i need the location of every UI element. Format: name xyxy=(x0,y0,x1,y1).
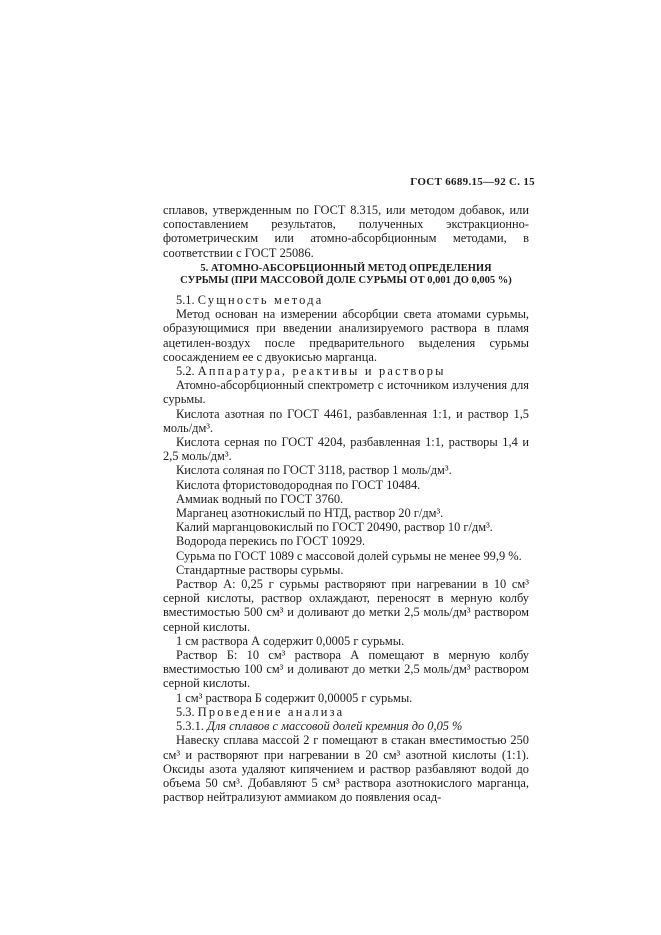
s531-text: Навеску сплава массой 2 г помещают в стакан вместимостью 250 см³ и растворяют при нагревании в 20 см³ азотной кислоты (1:1). Оксиды азота удаляют кипячением и раствор разбавляют водой до объема 50 см³. Добавляют 5 см³ раствора азотнокислого марганца, раствор нейтрализуют аммиаком до появления осад- xyxy=(163,733,529,805)
section-5-title xyxy=(163,263,529,287)
s51-number: 5.1. xyxy=(176,293,195,307)
intro-paragraph-block xyxy=(163,203,529,260)
list-item: Сурьма по ГОСТ 1089 с массовой долей сурьмы не менее 99,9 %. xyxy=(176,548,522,563)
list-item: Марганец азотнокислый по НТД, раствор 20 г/дм³. xyxy=(176,506,444,521)
s51-heading xyxy=(163,293,529,307)
list-item: 1 см раствора А содержит 0,0005 г сурьмы. xyxy=(176,633,405,648)
list-item: Водорода перекись по ГОСТ 10929. xyxy=(176,534,366,549)
list-item: Аммиак водный по ГОСТ 3760. xyxy=(176,491,344,506)
s53-heading-text: Проведение анализа xyxy=(197,704,345,719)
s51-heading-text: Сущность метода xyxy=(197,293,324,307)
list-item: Стандартные растворы сурьмы. xyxy=(176,562,344,577)
s52-heading xyxy=(163,364,529,378)
s52-heading-text: Аппаратура, реактивы и растворы xyxy=(197,364,446,379)
page-header: ГОСТ 6689.15—92 С. 15 xyxy=(410,176,535,188)
s53-heading xyxy=(163,705,529,719)
s531-heading xyxy=(163,719,529,733)
section-5-title-line2: СУРЬМЫ (ПРИ МАССОВОЙ ДОЛЕ СУРЬМЫ ОТ 0,001 ДО 0,005 %) xyxy=(180,275,512,286)
list-item: Калий марганцовокислый по ГОСТ 20490, раствор 10 г/дм³. xyxy=(176,520,493,535)
s53-number: 5.3. xyxy=(176,704,195,719)
s531-heading-text: Для сплавов с массовой долей кремния до 0,05 % xyxy=(207,719,463,734)
list-item: Раствор Б: 10 см³ раствора А помещают в мерную колбу вместимостью 100 см³ и доливают до метки 2,5 моль/дм³ раствором серной кислоты. xyxy=(163,648,529,691)
main-text xyxy=(163,293,529,804)
s52-number: 5.2. xyxy=(176,364,195,379)
list-item: 1 см³ раствора Б содержит 0,00005 г сурьмы. xyxy=(176,690,413,705)
list-item: Раствор А: 0,25 г сурьмы растворяют при нагревании в 10 см³ серной кислоты, раствор охлаждают, переносят в мерную колбу вместимостью 500 см³ и доливают до метки 2,5 моль/дм³ раствором серной кислоты. xyxy=(163,577,529,634)
section-5-title-line1: 5. АТОМНО-АБСОРБЦИОННЫЙ МЕТОД ОПРЕДЕЛЕНИЯ xyxy=(200,263,492,274)
list-item: Кислота соляная по ГОСТ 3118, раствор 1 моль/дм³. xyxy=(176,463,452,478)
list-item: Кислота серная по ГОСТ 4204, разбавленная 1:1, растворы 1,4 и 2,5 моль/дм³. xyxy=(163,435,529,464)
intro-paragraph: сплавов, утвержденным по ГОСТ 8.315, или методом добавок, или сопоставлением результатов, полученных экстракционно-фотометрическим или атомно-абсорбционным методами, в соответствии с ГОСТ 25086. xyxy=(163,203,529,260)
s51-text: Метод основан на измерении абсорбции света атомами сурьмы, образующимися при введении анализируемого раствора в пламя ацетилен-воздух после предварительного выделения сурьмы соосаждением ее с двуокисью марганца. xyxy=(163,307,529,364)
list-item: Атомно-абсорбционный спектрометр с источником излучения для сурьмы. xyxy=(163,378,529,407)
list-item: Кислота азотная по ГОСТ 4461, разбавленная 1:1, и раствор 1,5 моль/дм³. xyxy=(163,406,529,435)
list-item: Кислота фтористоводородная по ГОСТ 10484. xyxy=(176,477,421,492)
s531-number: 5.3.1. xyxy=(176,719,204,734)
